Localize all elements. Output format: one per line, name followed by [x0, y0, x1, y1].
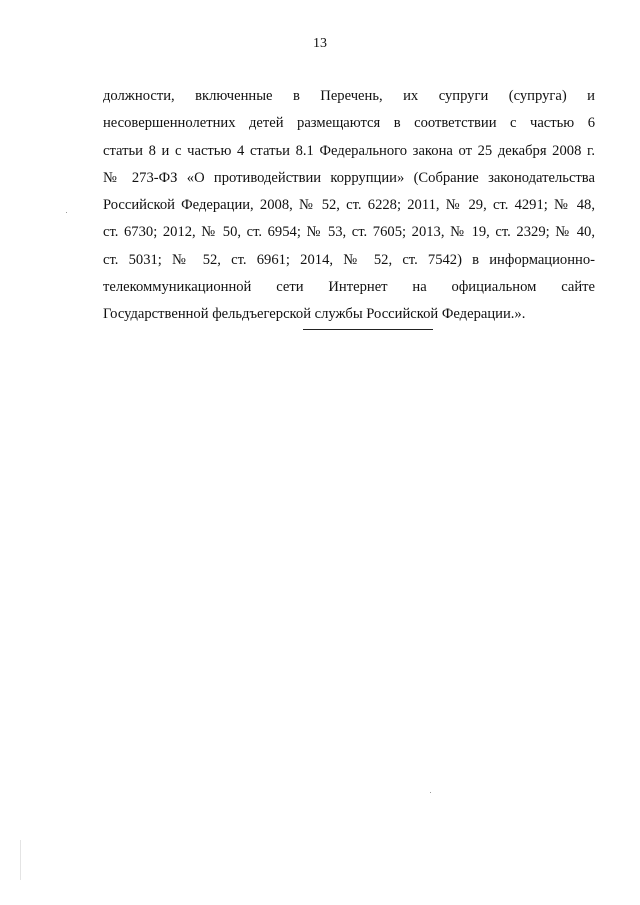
separator-line [303, 329, 433, 330]
body-line-last: Государственной фельдъегерской службы Российской Федерации.». [103, 306, 526, 323]
scan-speck [20, 840, 21, 880]
body-line: Российской Федерации, 2008, № 52, ст. 6228; 2011, № 29, ст. 4291; № 48, [103, 197, 595, 214]
scan-speck [66, 212, 67, 213]
body-line: ст. 5031; № 52, ст. 6961; 2014, № 52, ст. 7542) в информационно- [103, 251, 595, 268]
body-line: № 273-ФЗ «О противодействии коррупции» (Собрание законодательства [103, 169, 595, 186]
body-line: телекоммуникационной сети Интернет на официальном сайте [103, 279, 595, 296]
scan-speck [430, 792, 431, 793]
page-number: 13 [313, 36, 327, 51]
body-line: статьи 8 и с частью 4 статьи 8.1 Федерального закона от 25 декабря 2008 г. [103, 142, 595, 159]
body-line: должности, включенные в Перечень, их супруги (супруга) и [103, 88, 595, 104]
body-paragraph [103, 83, 595, 329]
body-line: ст. 6730; 2012, № 50, ст. 6954; № 53, ст. 7605; 2013, № 19, ст. 2329; № 40, [103, 224, 595, 241]
body-line: несовершеннолетних детей размещаются в соответствии с частью 6 [103, 115, 595, 132]
